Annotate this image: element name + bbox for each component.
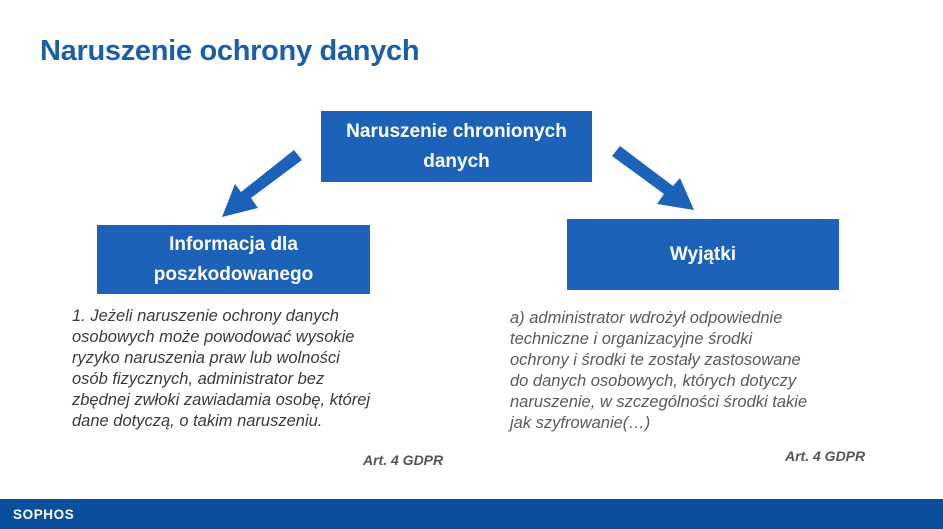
notification-text-line: osób fizycznych, administrator bez	[72, 370, 325, 388]
exceptions-box-label: Wyjątki	[669, 243, 737, 265]
notification-text-line: dane dotyczą, o takim naruszeniu.	[72, 412, 323, 430]
notification-text-line: zbędnej zwłoki zawiadamia osobę, której	[72, 391, 371, 409]
exceptions-text-line: ochrony i środki te zostały zastosowane	[510, 351, 801, 369]
exceptions-box	[567, 219, 839, 290]
exceptions-description	[510, 308, 807, 434]
notification-box-line-2: poszkodowanego	[153, 263, 314, 285]
exceptions-text-line: do danych osobowych, których dotyczy	[510, 372, 797, 390]
sophos-logo: SOPHOS	[13, 507, 75, 522]
exceptions-text-line: techniczne i organizacyjne środki	[510, 330, 753, 348]
exceptions-text-line: a) administrator wdrożył odpowiednie	[510, 309, 783, 327]
notification-box	[97, 225, 370, 294]
notification-text-line: ryzyko naruszenia praw lub wolności	[72, 349, 340, 367]
breach-box	[321, 111, 592, 182]
arrow-down-left-icon	[210, 142, 306, 224]
breach-box-line-2: danych	[423, 150, 490, 172]
exceptions-text-line: jak szyfrowanie(…)	[510, 414, 651, 432]
breach-box-line-1: Naruszenie chronionych	[346, 120, 567, 142]
footer-bar	[0, 499, 943, 529]
notification-text-line: 1. Jeżeli naruszenie ochrony danych	[72, 307, 339, 325]
notification-box-line-1: Informacja dla	[169, 233, 298, 255]
arrow-down-right-icon	[608, 142, 704, 217]
exceptions-reference: Art. 4 GDPR	[785, 448, 866, 464]
exceptions-text-line: naruszenie, w szczególności środki takie	[510, 393, 808, 411]
notification-text-line: osobowych może powodować wysokie	[72, 328, 355, 346]
notification-reference: Art. 4 GDPR	[363, 452, 444, 468]
slide-title: Naruszenie ochrony danych	[40, 35, 420, 67]
notification-description	[72, 306, 370, 432]
